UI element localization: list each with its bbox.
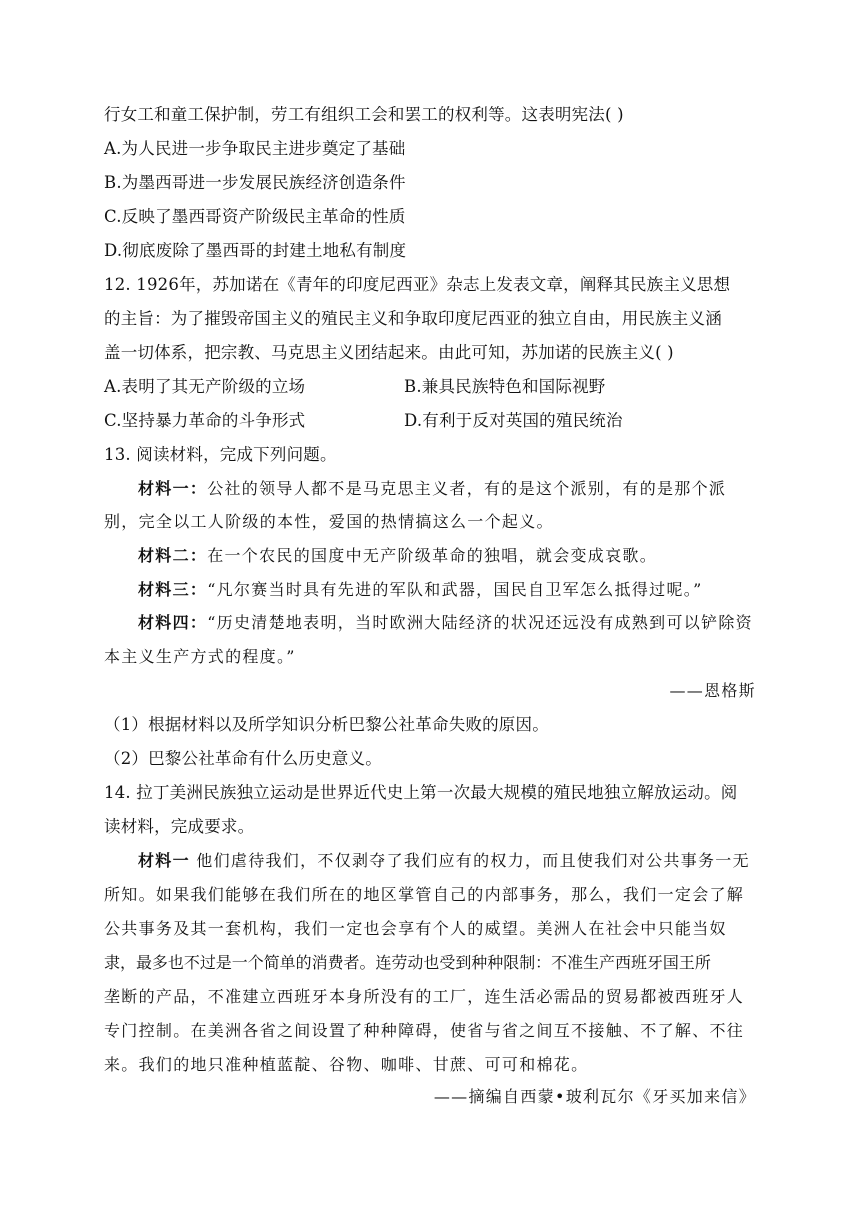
q14-material-1-line-6: 专门控制。在美洲各省之间设置了种种障碍，使省与省之间互不接触、不了解、不往 [104,1021,745,1040]
q12-stem-line-2: 的主旨：为了摧毁帝国主义的殖民主义和争取印度尼西亚的独立自由，用民族主义涵 [104,309,722,328]
q13-material-2-text: 在一个农民的国度中无产阶级革命的独唱，就会变成哀歌。 [207,546,658,565]
q11-stem-tail: 行女工和童工保护制，劳工有组织工会和罢工的权利等。这表明宪法( ) [104,105,624,124]
q13-material-4-source: ——恩格斯 [669,681,756,700]
q14-stem-line-2: 读材料，完成要求。 [104,817,255,836]
q13-material-3 [138,579,703,601]
q13-material-1 [138,478,726,500]
q12-option-a: A.表明了其无产阶级的立场 [104,377,306,396]
q13-material-1-cont: 别，完全以工人阶级的本性，爱国的热情搞这么一个起义。 [104,512,554,531]
q13-subquestion-1: （1）根据材料以及所学知识分析巴黎公社革命失败的原因。 [104,715,549,734]
q13-material-4-label: 材料四： [138,613,208,632]
q13-material-4-cont: 本主义生产方式的程度。” [104,647,296,666]
q12-stem-line-1: 12. 1926年，苏加诺在《青年的印度尼西亚》杂志上发表文章，阐释其民族主义思想 [104,275,731,294]
q14-material-1-line-2: 所知。如果我们能够在我们所在的地区掌管自己的内部事务，那么，我们一定会了解 [104,885,745,904]
q14-material-1-line-5: 垄断的产品，不准建立西班牙本身所没有的工厂，连生活必需品的贸易都被西班牙人 [104,987,745,1006]
q14-material-1-line-1: 他们虐待我们，不仅剥夺了我们应有的权力，而且使我们对公共事务一无 [189,851,750,870]
q13-material-4 [138,612,753,634]
q13-material-3-text: “凡尔赛当时具有先进的军队和武器，国民自卫军怎么抵得过呢。” [207,580,703,599]
q13-stem: 13. 阅读材料，完成下列问题。 [104,445,337,464]
q13-material-2-label: 材料二： [138,546,208,565]
q14-material-1-line-3: 公共事务及其一套机构，我们一定也会享有个人的威望。美洲人在社会中只能当奴 [104,919,727,938]
q14-material-1-source: ——摘编自西蒙•玻利瓦尔《牙买加来信》 [433,1087,756,1106]
q12-option-d: D.有利于反对英国的殖民统治 [404,411,623,430]
q14-material-1 [138,850,750,872]
q14-material-1-label: 材料一 [138,851,190,870]
q14-material-1-line-4: 隶，最多也不过是一个简单的消费者。连劳动也受到种种限制：不准生产西班牙国王所 [104,953,711,972]
q13-material-1-label: 材料一： [138,479,208,498]
q13-material-3-label: 材料三： [138,580,208,599]
q13-material-1-text: 公社的领导人都不是马克思主义者，有的是这个派别，有的是那个派 [207,479,727,498]
q14-stem-line-1: 14. 拉丁美洲民族独立运动是世界近代史上第一次最大规模的殖民地独立解放运动。阅 [104,783,738,802]
q12-option-b: B.兼具民族特色和国际视野 [404,377,606,396]
q11-option-d: D.彻底废除了墨西哥的封建土地私有制度 [104,241,407,260]
q11-option-b: B.为墨西哥进一步发展民族经济创造条件 [104,173,406,192]
q12-stem-line-3: 盖一切体系，把宗教、马克思主义团结起来。由此可知，苏加诺的民族主义( ) [104,343,674,362]
q14-material-1-line-7: 来。我们的地只准种植蓝靛、谷物、咖啡、甘蔗、可可和棉花。 [104,1055,589,1074]
q12-option-c: C.坚持暴力革命的斗争形式 [104,411,306,430]
q13-subquestion-2: （2）巴黎公社革命有什么历史意义。 [104,749,382,768]
q13-material-2 [138,545,657,567]
q13-material-4-text: “历史清楚地表明，当时欧洲大陆经济的状况还远没有成熟到可以铲除资 [207,613,753,632]
q11-option-a: A.为人民进一步争取民主进步奠定了基础 [104,139,406,158]
q11-option-c: C.反映了墨西哥资产阶级民主革命的性质 [104,207,406,226]
